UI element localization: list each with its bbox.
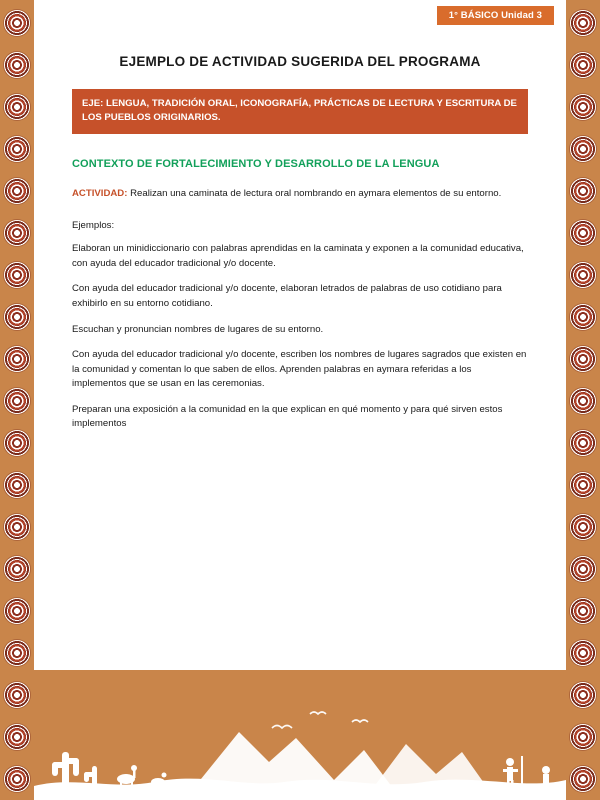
- example-item: Elaboran un minidiccionario con palabras aprendidas en la caminata y exponen a la comunidad educativa, con ayuda del educador tradicional y/o docente.: [72, 243, 524, 269]
- right-decorative-border: [566, 0, 600, 800]
- example-item: Preparan una exposición a la comunidad en la que explican en qué momento y para qué sirven estos implementos: [72, 403, 503, 430]
- document-body: [34, 34, 566, 432]
- example-item: Escuchan y pronuncian nombres de lugares de su entorno.: [72, 323, 324, 335]
- footer-landscape-illustration: [34, 670, 566, 800]
- page-title: EJEMPLO DE ACTIVIDAD SUGERIDA DEL PROGRAMA: [119, 54, 481, 69]
- example-item: Con ayuda del educador tradicional y/o docente, escriben los nombres de lugares sagrados que existen en la comunidad y comentan lo que saben de ellos. Aprenden palabras en aymara referidas a los implementos que se usan en las ceremonias.: [72, 349, 527, 390]
- left-decorative-border: [0, 0, 34, 800]
- activity-line: [72, 187, 528, 201]
- activity-text: Realizan una caminata de lectura oral nombrando en aymara elementos de su entorno.: [127, 187, 502, 199]
- section-heading: CONTEXTO DE FORTALECIMIENTO Y DESARROLLO DE LA LENGUA: [72, 157, 440, 170]
- eje-banner: EJE: LENGUA, TRADICIÓN ORAL, ICONOGRAFÍA, PRÁCTICAS DE LECTURA Y ESCRITURA DE LOS PUEBLOS ORIGINARIOS.: [72, 89, 528, 134]
- examples-label: Ejemplos:: [72, 220, 115, 232]
- unit-badge: 1° BÁSICO Unidad 3: [437, 6, 554, 25]
- example-item: Con ayuda del educador tradicional y/o docente, elaboran letrados de palabras de uso cotidiano para exhibirlo en su entorno cotidiano.: [72, 283, 502, 309]
- activity-label: ACTIVIDAD:: [72, 187, 128, 199]
